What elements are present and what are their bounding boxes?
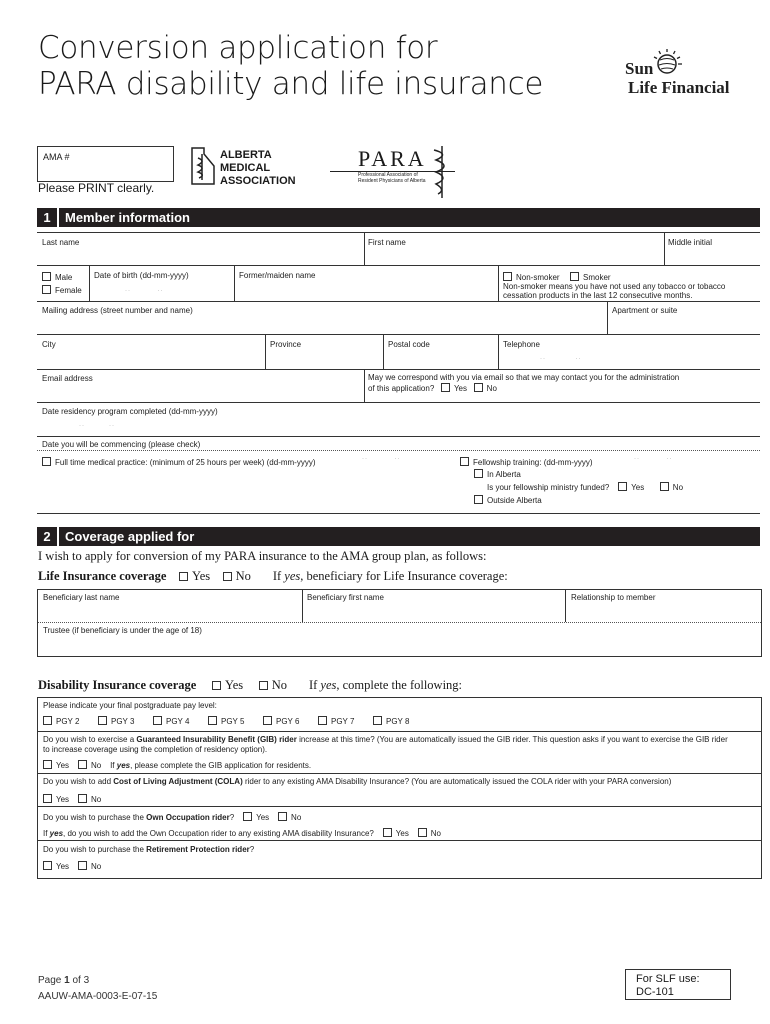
section-1-header xyxy=(37,208,760,227)
ministry-funded-label: Is your fellowship ministry funded? xyxy=(487,483,610,492)
disability-coverage-label: Disability Insurance coverage xyxy=(38,678,197,692)
commencing-label: Date you will be commencing (please check) xyxy=(42,440,201,449)
smoker-label: Smoker xyxy=(583,273,611,282)
own-occupation-existing-prefix: If xyxy=(43,829,50,838)
pgy-4-option[interactable] xyxy=(153,716,189,726)
gib-if-yes-prefix: If xyxy=(110,761,117,770)
cola-question-prefix: Do you wish to add xyxy=(43,777,114,786)
fellowship-date-separators[interactable]: ·· ·· xyxy=(634,456,673,462)
outside-alberta-checkbox[interactable] xyxy=(474,495,542,505)
apartment-label: Apartment or suite xyxy=(612,306,678,315)
pgy-4-label: PGY 4 xyxy=(166,717,190,726)
own-occupation-no-checkbox[interactable] xyxy=(278,812,287,821)
email-consent-line-1: May we correspond with you via email so that we may contact you for the administration xyxy=(368,373,680,382)
ama-logo-line-2: MEDICAL xyxy=(220,162,271,174)
own-occupation-no-label: No xyxy=(291,813,302,822)
ama-logo-line-1: ALBERTA xyxy=(220,149,272,161)
smoker-checkbox[interactable] xyxy=(570,272,611,282)
pgy-question: Please indicate your final postgraduate pay level: xyxy=(43,701,217,710)
section-1-number: 1 xyxy=(37,208,59,227)
pgy-7-label: PGY 7 xyxy=(331,717,355,726)
residency-date-label: Date residency program completed (dd-mm-yyyy) xyxy=(42,407,218,416)
city-fields[interactable] xyxy=(37,334,760,369)
cola-yes-label: Yes xyxy=(56,795,70,804)
sun-life-globe-icon xyxy=(651,48,683,80)
full-time-date-separators[interactable]: ·· ·· xyxy=(362,456,401,462)
pgy-2-checkbox[interactable] xyxy=(43,716,52,725)
gib-question-line-2: to increase coverage using the completion of residency option). xyxy=(43,745,268,754)
own-occupation-existing-no-checkbox[interactable] xyxy=(418,828,427,837)
page-title xyxy=(38,30,543,102)
pgy-6-label: PGY 6 xyxy=(276,717,300,726)
para-logo-text: PARA xyxy=(358,146,427,171)
last-name-label: Last name xyxy=(42,238,80,247)
beneficiary-fields[interactable] xyxy=(38,590,761,622)
ministry-funded-question xyxy=(487,482,683,492)
print-note: Please PRINT clearly. xyxy=(38,181,155,195)
full-time-checkbox[interactable] xyxy=(42,457,316,467)
pgy-8-label: PGY 8 xyxy=(386,717,410,726)
ministry-no-checkbox[interactable] xyxy=(660,482,669,491)
pgy-6-checkbox[interactable] xyxy=(263,716,272,725)
own-occupation-existing-question xyxy=(43,828,441,838)
email-consent-no-label: No xyxy=(486,384,497,393)
dob-label: Date of birth (dd-mm-yyyy) xyxy=(94,271,189,280)
beneficiary-last-name-label: Beneficiary last name xyxy=(43,593,120,602)
female-checkbox-box[interactable] xyxy=(42,285,51,294)
ministry-yes-checkbox[interactable] xyxy=(618,482,627,491)
own-occupation-existing-emphasis: yes xyxy=(49,829,64,838)
gib-question xyxy=(43,735,728,755)
name-fields[interactable] xyxy=(37,232,760,265)
cola-question-bold: Cost of Living Adjustment (COLA) xyxy=(113,777,243,786)
own-occupation-prefix: Do you wish to purchase the xyxy=(43,813,147,822)
relationship-label: Relationship to member xyxy=(571,593,656,602)
full-time-label: Full time medical practice: (minimum of 25 hours per week) (dd-mm-yyyy) xyxy=(55,458,316,467)
address-fields[interactable] xyxy=(37,301,760,334)
disability-coverage-row xyxy=(38,678,462,693)
slf-use-label: For SLF use: xyxy=(636,973,700,985)
pgy-2-option[interactable] xyxy=(43,716,79,726)
disability-form xyxy=(37,697,762,879)
section-2-number: 2 xyxy=(37,527,59,546)
ministry-yes-label: Yes xyxy=(631,483,645,492)
pgy-8-option[interactable] xyxy=(373,716,409,726)
gib-no-label: No xyxy=(90,761,102,770)
life-if-yes-prefix: If xyxy=(272,569,285,583)
female-label: Female xyxy=(55,286,82,295)
first-name-label: First name xyxy=(368,238,406,247)
page-number xyxy=(38,975,89,986)
disability-no-label: No xyxy=(271,678,288,692)
in-alberta-checkbox-box[interactable] xyxy=(474,469,483,478)
cola-no-checkbox[interactable] xyxy=(78,794,87,803)
disability-no-checkbox[interactable] xyxy=(259,681,268,690)
outside-alberta-label: Outside Alberta xyxy=(487,496,542,505)
cola-question-suffix: rider to any existing AMA Disability Insurance? (You are automatically issued the COLA rider with your PARA conversion) xyxy=(242,777,672,786)
own-occupation-existing-suffix: , do you wish to add the Own Occupation rider to any existing AMA disability Insurance? xyxy=(63,829,374,838)
postal-code-label: Postal code xyxy=(388,340,430,349)
dob-field-separators[interactable]: ·· ·· xyxy=(125,288,164,294)
retirement-question xyxy=(43,845,254,854)
outside-alberta-checkbox-box[interactable] xyxy=(474,495,483,504)
fellowship-label: Fellowship training: (dd-mm-yyyy) xyxy=(473,458,593,467)
section-1-title: Member information xyxy=(65,210,190,225)
email-consent-line-2: of this application? xyxy=(368,384,435,393)
full-time-checkbox-box[interactable] xyxy=(42,457,51,466)
pgy-3-label: PGY 3 xyxy=(111,717,135,726)
own-occupation-question xyxy=(43,812,301,822)
gib-question-prefix: Do you wish to exercise a xyxy=(43,735,137,744)
former-name-label: Former/maiden name xyxy=(239,271,316,280)
pgy-6-option[interactable] xyxy=(263,716,299,726)
cola-yes-checkbox[interactable] xyxy=(43,794,52,803)
telephone-label: Telephone xyxy=(503,340,540,349)
gib-yes-checkbox[interactable] xyxy=(43,760,52,769)
mailing-address-label: Mailing address (street number and name) xyxy=(42,306,193,315)
male-label: Male xyxy=(55,273,73,282)
section-2-title: Coverage applied for xyxy=(65,529,195,544)
section-2-header xyxy=(37,527,760,546)
disability-if-yes-suffix: , complete the following: xyxy=(336,678,463,692)
fellowship-checkbox-box[interactable] xyxy=(460,457,469,466)
gib-if-yes-suffix: , please complete the GIB application for residents. xyxy=(130,761,312,770)
gib-question-bold: Guaranteed Insurability Benefit (GIB) rider xyxy=(136,735,297,744)
life-if-yes-emphasis: yes xyxy=(284,569,301,583)
middle-initial-label: Middle initial xyxy=(668,238,713,247)
province-label: Province xyxy=(270,340,302,349)
cola-no-label: No xyxy=(90,795,102,804)
ministry-no-label: No xyxy=(672,483,684,492)
disability-yes-checkbox[interactable] xyxy=(212,681,221,690)
para-logo-subtitle-2: Resident Physicians of Alberta xyxy=(358,178,426,184)
life-coverage-yes-label: Yes xyxy=(191,569,211,583)
non-smoker-note xyxy=(503,282,725,300)
in-alberta-checkbox[interactable] xyxy=(474,469,521,479)
male-checkbox[interactable] xyxy=(42,272,72,282)
trustee-field[interactable] xyxy=(38,623,761,656)
page-number-suffix: of 3 xyxy=(69,975,90,986)
ama-number-field[interactable] xyxy=(37,146,174,182)
beneficiary-first-name-label: Beneficiary first name xyxy=(307,593,384,602)
para-logo xyxy=(330,146,460,202)
retirement-no-label: No xyxy=(90,862,102,871)
email-consent-yes-label: Yes xyxy=(453,384,467,393)
disability-if-yes-prefix: If xyxy=(308,678,321,692)
disability-if-yes-emphasis: yes xyxy=(320,678,337,692)
pgy-options xyxy=(43,716,443,726)
ama-number-label: AMA # xyxy=(43,152,70,162)
page-number-current: 1 xyxy=(64,975,70,986)
own-occupation-bold: Own Occupation rider xyxy=(146,813,230,822)
slf-use-code: DC-101 xyxy=(636,986,674,998)
gib-answer-row xyxy=(43,760,311,770)
pgy-8-checkbox[interactable] xyxy=(373,716,382,725)
gib-question-suffix: increase at this time? (You are automatically issued the GIB rider. This question asks if you want to exercise the GIB rider xyxy=(296,735,728,744)
ama-logo-line-3: ASSOCIATION xyxy=(220,175,296,187)
residency-date-separators[interactable]: ·· ·· xyxy=(79,423,115,429)
non-smoker-note-line-1: Non-smoker means you have not used any tobacco or tobacco xyxy=(503,282,726,291)
caduceus-icon xyxy=(424,144,460,200)
non-smoker-label: Non-smoker xyxy=(516,273,560,282)
email-consent-yes-checkbox[interactable] xyxy=(441,383,450,392)
form-code: AAUW-AMA-0003-E-07-15 xyxy=(38,991,158,1002)
non-smoker-note-line-2: cessation products in the last 12 consecutive months. xyxy=(503,291,693,300)
male-checkbox-box[interactable] xyxy=(42,272,51,281)
non-smoker-checkbox[interactable] xyxy=(503,272,560,282)
ama-logo-text xyxy=(220,149,296,188)
para-logo-subtitle-1: Professional Association of xyxy=(358,172,418,178)
own-occupation-suffix: ? xyxy=(229,813,235,822)
in-alberta-label: In Alberta xyxy=(487,470,521,479)
gib-yes-label: Yes xyxy=(56,761,70,770)
female-checkbox[interactable] xyxy=(42,285,82,295)
retirement-question-prefix: Do you wish to purchase the xyxy=(43,845,147,854)
non-smoker-checkbox-box[interactable] xyxy=(503,272,512,281)
retirement-question-bold: Retirement Protection rider xyxy=(146,845,250,854)
own-occupation-existing-yes-label: Yes xyxy=(395,829,409,838)
retirement-yes-label: Yes xyxy=(56,862,70,871)
beneficiary-form xyxy=(37,589,762,657)
retirement-yes-checkbox[interactable] xyxy=(43,861,52,870)
own-occupation-yes-label: Yes xyxy=(256,813,270,822)
own-occupation-existing-no-label: No xyxy=(430,829,441,838)
title-line-1: Conversion application for xyxy=(38,30,438,66)
title-line-2: PARA disability and life insurance xyxy=(38,66,544,102)
pgy-3-checkbox[interactable] xyxy=(98,716,107,725)
email-consent-question xyxy=(368,373,679,394)
life-coverage-no-checkbox[interactable] xyxy=(223,572,232,581)
trustee-label: Trustee (if beneficiary is under the age of 18) xyxy=(43,626,202,635)
smoker-checkbox-box[interactable] xyxy=(570,272,579,281)
alberta-medical-association-logo-icon xyxy=(190,146,216,186)
sun-life-logo-line2: Life Financial xyxy=(628,78,730,97)
email-label: Email address xyxy=(42,374,93,383)
retirement-answer-row xyxy=(43,861,101,871)
life-coverage-row xyxy=(38,569,508,584)
member-info-form xyxy=(37,232,760,513)
pgy-7-checkbox[interactable] xyxy=(318,716,327,725)
sun-life-logo-line1: Sun xyxy=(625,59,654,78)
own-occupation-existing-yes-checkbox[interactable] xyxy=(383,828,392,837)
gib-if-yes-emphasis: yes xyxy=(116,761,131,770)
life-coverage-yes-checkbox[interactable] xyxy=(179,572,188,581)
pgy-5-label: PGY 5 xyxy=(221,717,245,726)
cola-question xyxy=(43,777,671,786)
fellowship-checkbox[interactable] xyxy=(460,457,593,467)
life-coverage-label: Life Insurance coverage xyxy=(38,569,167,583)
pgy-7-option[interactable] xyxy=(318,716,354,726)
gib-no-checkbox[interactable] xyxy=(78,760,87,769)
pgy-2-label: PGY 2 xyxy=(56,717,80,726)
email-consent-no-checkbox[interactable] xyxy=(474,383,483,392)
page-number-prefix: Page xyxy=(38,975,65,986)
cola-answer-row xyxy=(43,794,101,804)
telephone-field-separators[interactable]: ·· ·· xyxy=(540,356,582,362)
own-occupation-yes-checkbox[interactable] xyxy=(243,812,252,821)
pgy-4-checkbox[interactable] xyxy=(153,716,162,725)
pgy-5-option[interactable] xyxy=(208,716,244,726)
pgy-5-checkbox[interactable] xyxy=(208,716,217,725)
life-if-yes-suffix: , beneficiary for Life Insurance coverage: xyxy=(300,569,508,583)
city-label: City xyxy=(42,340,56,349)
disability-yes-label: Yes xyxy=(224,678,244,692)
slf-use-box xyxy=(625,969,731,1000)
pgy-3-option[interactable] xyxy=(98,716,134,726)
life-coverage-no-label: No xyxy=(235,569,251,583)
retirement-question-suffix: ? xyxy=(249,845,255,854)
retirement-no-checkbox[interactable] xyxy=(78,861,87,870)
coverage-intro: I wish to apply for conversion of my PARA insurance to the AMA group plan, as follows: xyxy=(38,549,487,563)
